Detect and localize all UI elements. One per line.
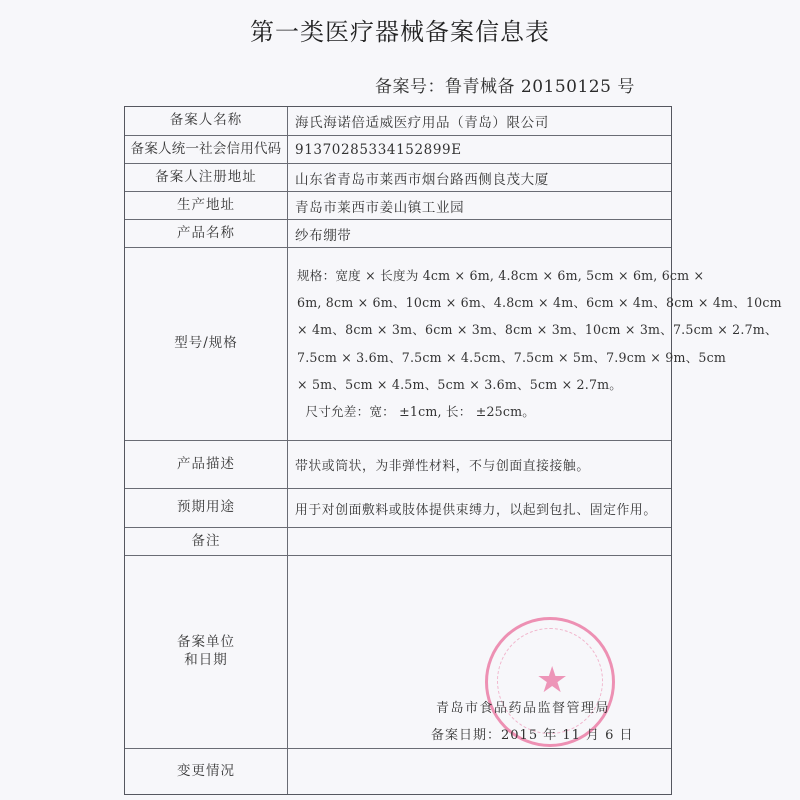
spec-line: 6m, 8cm × 6m、10cm × 6m、4.8cm × 4m、6cm × 4m、8cm × 4m、10cm bbox=[297, 295, 782, 311]
row-label: 生产地址 bbox=[125, 192, 288, 219]
spec-line: 7.5cm × 3.6m、7.5cm × 4.5cm、7.5cm × 5m、7.9cm × 9m、5cm bbox=[297, 349, 727, 365]
table-row-product-name bbox=[125, 220, 671, 248]
spec-line: 规格：宽度 × 长度为 4cm × 6m, 4.8cm × 6m, 5cm × 6m, 6cm × bbox=[297, 268, 705, 283]
row-value bbox=[288, 749, 671, 794]
row-value: 用于对创面敷料或肢体提供束缚力，以起到包扎、固定作用。 bbox=[295, 502, 657, 518]
row-label-line: 和日期 bbox=[184, 652, 228, 668]
spec-line: 尺寸允差：宽： ±1cm, 长： ±25cm。 bbox=[297, 404, 536, 420]
row-label: 备案人名称 bbox=[125, 107, 288, 135]
row-label: 备注 bbox=[125, 528, 288, 555]
table-row-remarks bbox=[125, 528, 671, 556]
table-row-intended-use bbox=[125, 489, 671, 528]
row-value: 带状或筒状，为非弹性材料，不与创面直接接触。 bbox=[295, 459, 590, 474]
spec-text bbox=[288, 262, 782, 425]
table-row-product-description bbox=[125, 441, 671, 489]
record-date: 备案日期：2015 年 11 月 6 日 bbox=[431, 728, 634, 743]
row-value: 青岛市莱西市姜山镇工业园 bbox=[295, 199, 465, 216]
row-label: 备案人统一社会信用代码 bbox=[125, 136, 288, 163]
row-value bbox=[288, 528, 671, 555]
table-row-registrant-name bbox=[125, 107, 671, 136]
spec-line: × 5m、5cm × 4.5m、5cm × 3.6m、5cm × 2.7m。 bbox=[297, 376, 623, 392]
document-title: 第一类医疗器械备案信息表 bbox=[250, 18, 550, 46]
row-value: 海氏海诺倍适威医疗用品（青岛）限公司 bbox=[295, 115, 549, 131]
row-label: 产品描述 bbox=[125, 441, 288, 488]
table-row-registered-address bbox=[125, 164, 671, 192]
table-row-model-spec bbox=[125, 248, 782, 441]
row-label-line: 备案单位 bbox=[177, 634, 235, 651]
table-row-production-address bbox=[125, 192, 671, 220]
row-label: 产品名称 bbox=[125, 220, 288, 247]
spec-line: × 4m、8cm × 3m、6cm × 3m、8cm × 3m、10cm × 3m、7.5cm × 2.7m、 bbox=[297, 322, 778, 338]
row-label: 型号/规格 bbox=[125, 248, 288, 440]
row-value: 91370285334152899E bbox=[295, 141, 462, 158]
row-label: 预期用途 bbox=[125, 489, 288, 527]
record-authority: 青岛市食品药品监督管理局 bbox=[436, 701, 611, 716]
row-label: 变更情况 bbox=[125, 749, 288, 794]
table-row-credit-code bbox=[125, 136, 671, 164]
row-value: 山东省青岛市莱西市烟台路西侧良茂大厦 bbox=[295, 171, 549, 188]
record-number: 备案号：鲁青械备 20150125 号 bbox=[375, 77, 635, 97]
row-label: 备案人注册地址 bbox=[125, 164, 288, 191]
table-row-changes bbox=[125, 749, 671, 794]
row-label bbox=[125, 556, 288, 748]
row-value: 纱布绷带 bbox=[295, 227, 352, 244]
star-icon: ★ bbox=[536, 660, 569, 701]
